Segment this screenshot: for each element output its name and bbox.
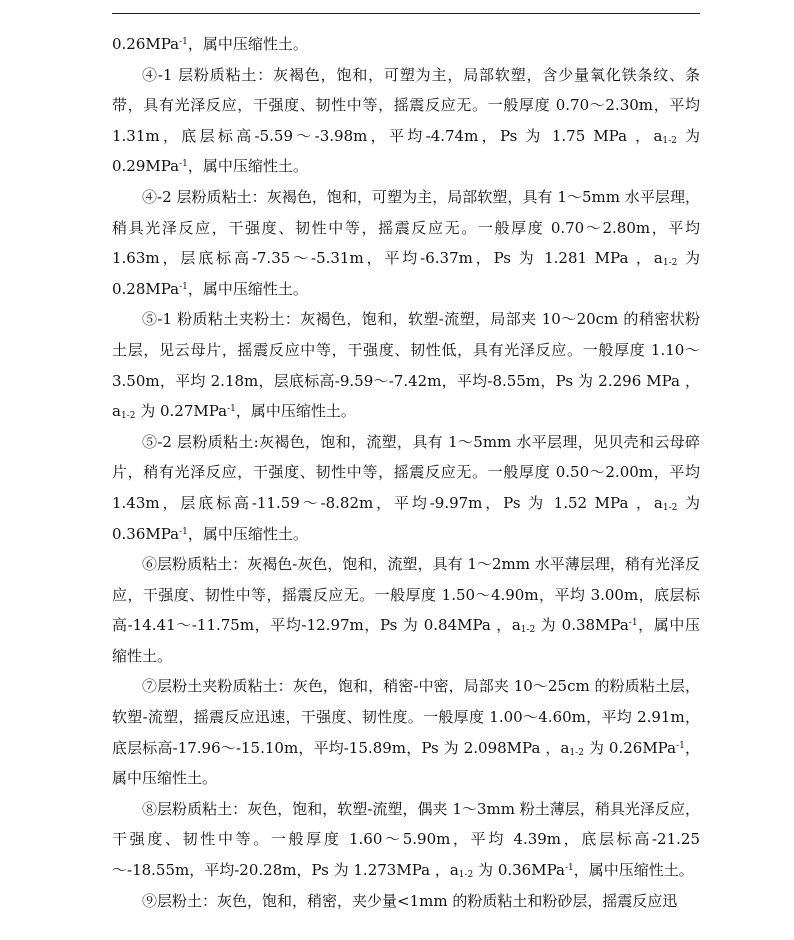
paragraph-layer-6: ⑥层粉质粘土：灰褐色-灰色，饱和，流塑，具有 1～2mm 水平薄层理，稍有光泽反应，干强度、韧性中等，摇震反应无。一般厚度 1.50～4.90m，平均 3.00m，底层标高-14.41～-11.75m，平均-12.97m，Ps 为 0.84MPa ，$a_{1-2}$ 为 0.38MPa$^{-1}$，属中压缩性土。 [112,555,701,665]
paragraph-layer-5-1: ⑤-1 粉质粘土夹粉土：灰褐色，饱和，软塑-流塑，局部夹 10～20cm 的稍密状粉土层，见云母片，摇震反应中等，干强度、韧性低，具有光泽反应。一般厚度 1.10～3.50m，平均 2.18m，层底标高-9.59～-7.42m，平均-8.55m，Ps 为 2.296 MPa ，$a_{1-2}$ 为 0.27MPa$^{-1}$，属中压缩性土。 [112,310,700,422]
paragraph-layer-4-1: ④-1 层粉质粘土：灰褐色，饱和，可塑为主，局部软塑，含少量氧化铁条纹、条带，具有光泽反应，干强度、韧性中等，摇震反应无。一般厚度 0.70～2.30m，平均 1.31m，底层标高-5.59～-3.98m，平均-4.74m，Ps 为 1.75 MPa ，$a_{1-2}$ 为 0.29MPa$^{-1}$，属中压缩性土。 [112,65,700,176]
paragraph-layer-4-2: ④-2 层粉质粘土：灰褐色，饱和，可塑为主，局部软塑，具有 1～5mm 水平层理，稍具光泽反应，干强度、韧性中等，摇震反应无。一般厚度 0.70～2.80m，平均 1.63m，层底标高-7.35～-5.31m，平均-6.37m，Ps 为 1.281 MPa ，$a_{1-2}$ 为 0.28MPa$^{-1}$，属中压缩性土。 [112,187,700,298]
header-rule [112,13,700,14]
body-text [112,29,700,916]
paragraph-continuation: 0.26MPa$^{-1}$，属中压缩性土。 [112,35,308,53]
paragraph-layer-8: ⑧层粉质粘土：灰色，饱和，软塑-流塑，偶夹 1～3mm 粉土薄层，稍具光泽反应，干强度、韧性中等。一般厚度 1.60～5.90m，平均 4.39m，底层标高-21.25～-18.55m，平均-20.28m，Ps 为 1.273MPa ，$a_{1-2}$ 为 0.36MPa$^{-1}$，属中压缩性土。 [112,799,700,881]
paragraph-layer-9: ⑨层粉土：灰色，饱和，稍密，夹少量<1mm 的粉质粘土和粉砂层，摇震反应迅 [142,891,678,910]
paragraph-layer-7: ⑦层粉土夹粉质粘土：灰色，饱和，稍密-中密，局部夹 10～25cm 的粉质粘土层，软塑-流塑，摇震反应迅速，干强度、韧性度。一般厚度 1.00～4.60m，平均 2.91m，底层标高-17.96～-15.10m，平均-15.89m，Ps 为 2.098MPa ，$a_{1-2}$ 为 0.26MPa$^{-1}$，属中压缩性土。 [112,677,700,788]
paragraph-layer-5-2: ⑤-2 层粉质粘土:灰褐色，饱和，流塑，具有 1～5mm 水平层理，见贝壳和云母碎片，稍有光泽反应，干强度、韧性中等，摇震反应无。一般厚度 0.50～2.00m，平均 1.43m，层底标高-11.59～-8.82m，平均-9.97m，Ps 为 1.52 MPa ，$a_{1-2}$ 为 0.36MPa$^{-1}$，属中压缩性土。 [112,432,700,543]
